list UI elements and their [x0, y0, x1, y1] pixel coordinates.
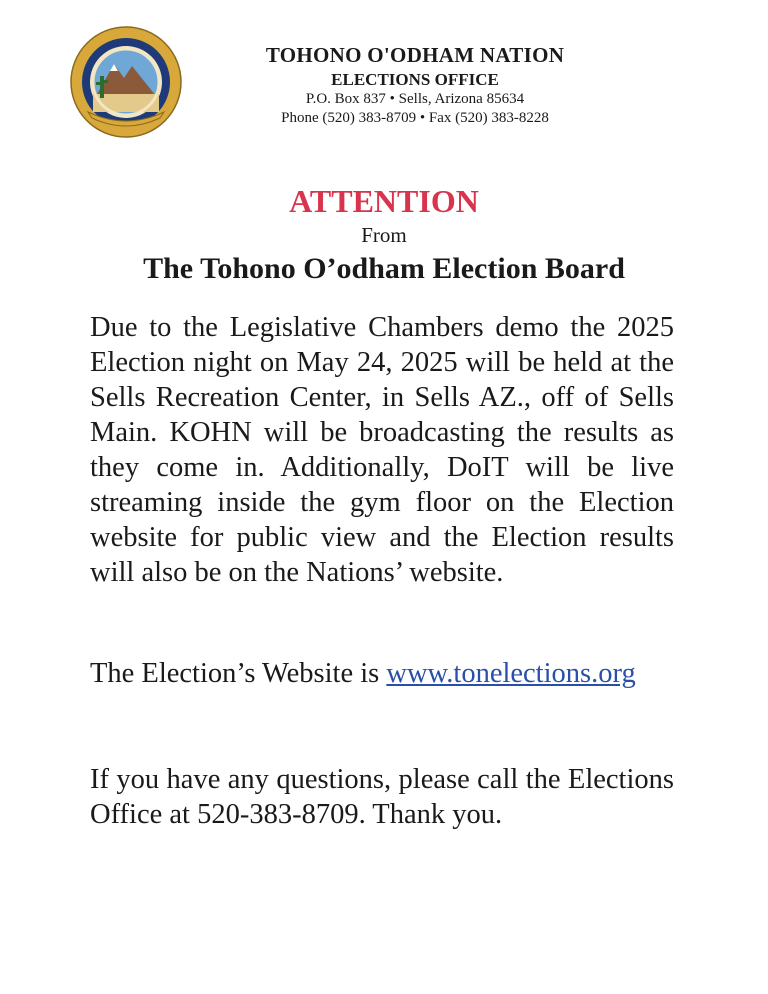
election-website-link[interactable]: www.tonelections.org — [386, 658, 636, 689]
attention-heading: ATTENTION — [289, 183, 479, 219]
election-board-title: The Tohono O’odham Election Board — [143, 252, 625, 285]
notice-body: Due to the Legislative Chambers demo the 2025 Election night on May 24, 2025 will be held at the Sells Recreation Center, in Sells AZ., off of Sells Main. KOHN will be broadcasting the results as they come in. Additionally, DoIT will be live streaming inside the gym floor on the Election website for public view and the Election results will also be on the Nations’ website. — [90, 312, 674, 588]
closing-paragraph: If you have any questions, please call the Elections Office at 520-383-8709. Thank you. — [90, 764, 674, 830]
nation-name: TOHONO O'ODHAM NATION — [265, 43, 565, 67]
letterhead — [200, 42, 630, 128]
from-label: From — [361, 223, 407, 247]
office-name: ELECTIONS OFFICE — [331, 70, 499, 89]
nation-seal-icon — [70, 26, 182, 138]
phone-fax: Phone (520) 383-8709 • Fax (520) 383-8228 — [281, 110, 549, 126]
mailing-address: P.O. Box 837 • Sells, Arizona 85634 — [305, 91, 525, 107]
website-line — [90, 656, 636, 691]
website-prefix: The Election’s Website is — [90, 658, 387, 689]
